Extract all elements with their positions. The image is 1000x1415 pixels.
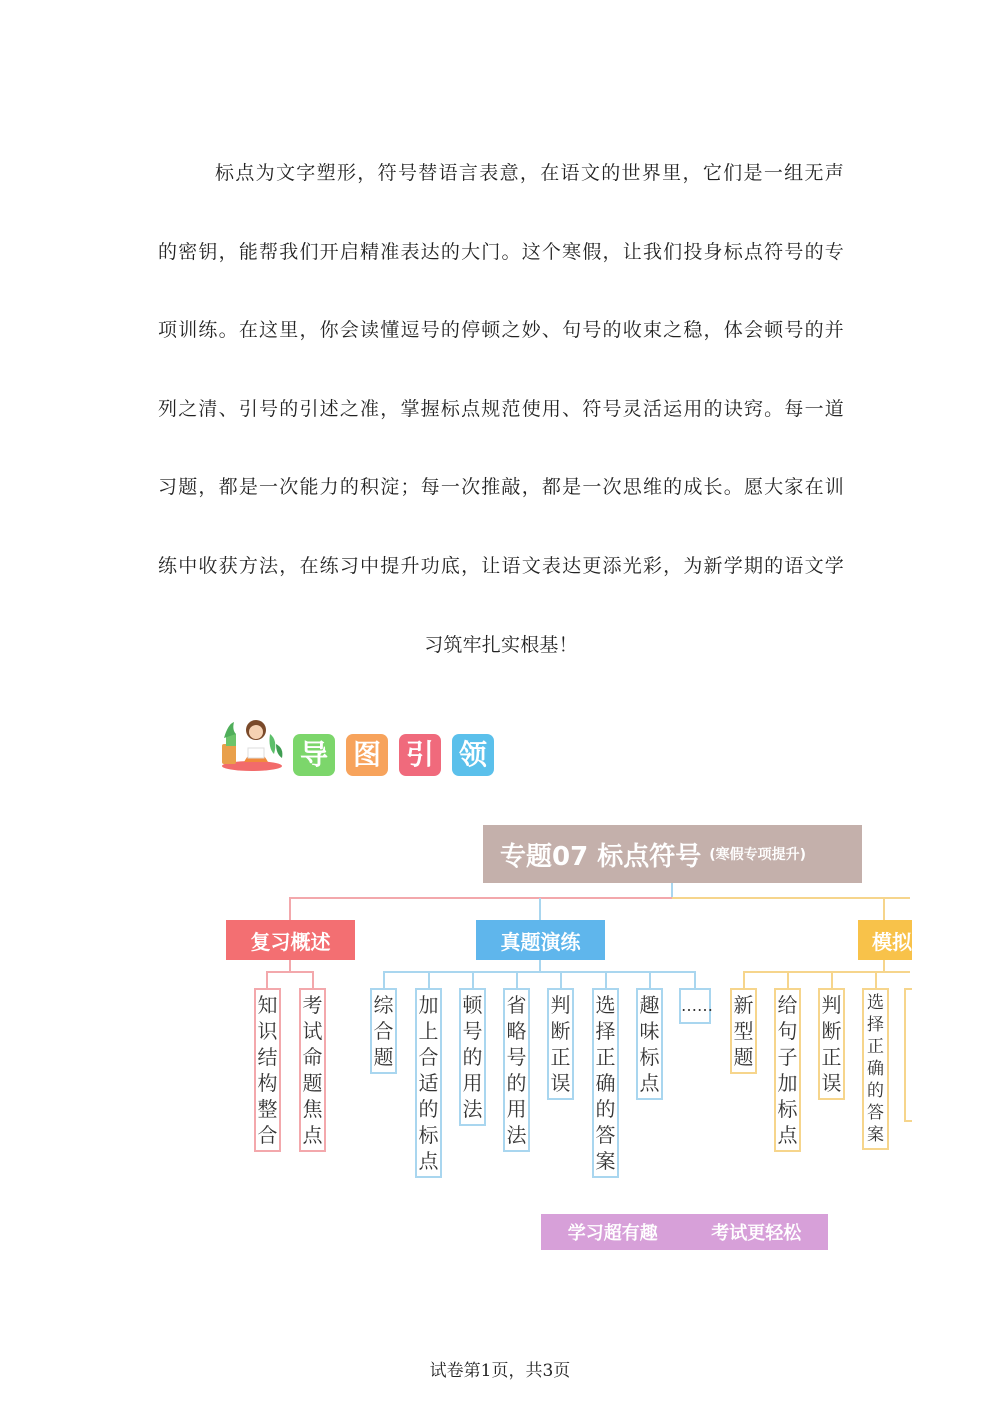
leaf-knowledge-structure: 知识结构整合 [254, 988, 281, 1152]
slogan-right: 考试更轻松 [711, 1223, 802, 1244]
leaf-cut-off [904, 988, 912, 1122]
leaf-new-type: 新型题 [730, 988, 757, 1074]
intro-line: 项训练。在这里，你会读懂逗号的停顿之妙、句号的收束之稳，体会顿号的并 [158, 319, 844, 342]
leaf-exam-focus: 考试命题焦点 [299, 988, 326, 1152]
reading-girl-icon [218, 714, 286, 772]
leaf-more: …… [679, 988, 711, 1024]
slogan-left: 学习超有趣 [567, 1223, 658, 1244]
leaf-true-false-2: 判断正误 [818, 988, 845, 1100]
slogan-banner [541, 1214, 828, 1250]
leaf-choose-answer: 选择正确的答案 [592, 988, 619, 1178]
intro-line: 习筑牢扎实根基！ [424, 633, 578, 656]
leaf-sentence-punctuation: 给句子加标点 [774, 988, 801, 1152]
intro-line: 标点为文字塑形，符号替语言表意，在语文的世界里，它们是一组无声 [215, 162, 844, 184]
mind-map-title [483, 825, 862, 883]
category-past-exams: 真题演练 [476, 920, 605, 960]
intro-line: 的密钥，能帮我们开启精准表达的大门。这个寒假，让我们投身标点符号的专 [158, 240, 844, 263]
leaf-ellipsis-usage: 省略号的用法 [503, 988, 530, 1152]
leaf-add-punctuation: 加上合适的标点 [415, 988, 442, 1178]
leaf-dunhao-usage: 顿号的用法 [459, 988, 486, 1126]
badge-dao: 导 [293, 734, 335, 776]
leaf-choose-answer-2: 选择正确的答案 [862, 988, 889, 1150]
intro-line: 练中收获方法，在练习中提升功底，让语文表达更添光彩，为新学期的语文学 [158, 554, 844, 577]
mind-map-subtitle: (寒假专项提升) [709, 847, 807, 863]
leaf-comprehensive: 综合题 [370, 988, 397, 1074]
leaf-true-false: 判断正误 [547, 988, 574, 1100]
page-footer: 试卷第1页，共3页 [429, 1361, 571, 1381]
intro-line: 习题，都是一次能力的积淀；每一次推敲，都是一次思维的成长。愿大家在训 [158, 476, 844, 499]
badge-yin: 引 [399, 734, 441, 776]
mind-map-title-text: 专题07 标点符号 [500, 841, 702, 872]
badge-tu: 图 [346, 734, 388, 776]
leaf-fun-punctuation: 趣味标点 [636, 988, 663, 1100]
intro-paragraph [158, 160, 844, 710]
badge-ling: 领 [452, 734, 494, 776]
category-review: 复习概述 [226, 920, 355, 960]
category-mock: 模拟 [858, 920, 912, 960]
intro-line: 列之清、引号的引述之准，掌握标点规范使用、符号灵活运用的诀窍。每一道 [158, 397, 844, 420]
section-banner [218, 712, 518, 772]
